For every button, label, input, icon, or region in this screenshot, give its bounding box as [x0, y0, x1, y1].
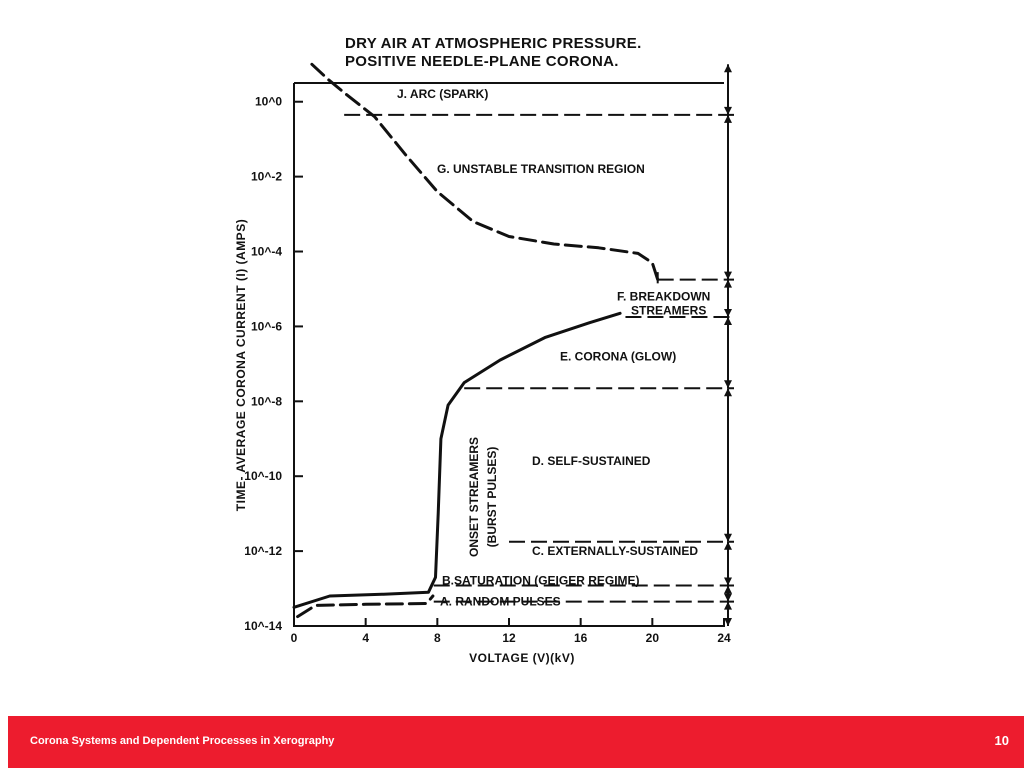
region-label: STREAMERS — [631, 303, 707, 318]
arrow-head-down — [724, 578, 732, 586]
y-tick-label: 10^0 — [254, 94, 282, 109]
y-tick-label: 10^-14 — [244, 619, 282, 633]
x-tick-label: 8 — [433, 631, 441, 645]
region-label: C. EXTERNALLY-SUSTAINED — [532, 544, 699, 559]
arrow-head-up — [724, 115, 732, 123]
footer-bar — [8, 716, 1024, 768]
arrow-head-up — [724, 317, 732, 325]
x-tick-label: 20 — [645, 631, 660, 645]
arrow-head-up — [724, 586, 732, 594]
x-tick-label: 12 — [502, 631, 516, 645]
y-tick-label: 10^-6 — [250, 319, 282, 334]
arrow-head-up — [724, 542, 732, 550]
y-axis-label: TIME- AVERAGE CORONA CURRENT (I) (AMPS) — [234, 218, 248, 512]
region-label: J. ARC (SPARK) — [397, 87, 489, 102]
page-number: 10 — [994, 733, 1009, 748]
region-label: E. CORONA (GLOW) — [560, 349, 677, 364]
footer-title: Corona Systems and Dependent Processes in Xerography — [30, 735, 335, 747]
y-tick-label: 10^-8 — [250, 394, 282, 409]
y-tick-label: 10^-10 — [244, 469, 282, 484]
x-tick-label: 4 — [362, 631, 370, 645]
region-label: D. SELF-SUSTAINED — [532, 454, 651, 469]
arrow-head-up — [724, 388, 732, 396]
arrow-head-down — [724, 380, 732, 388]
chart-title-line-1: DRY AIR AT ATMOSPHERIC PRESSURE. — [345, 35, 642, 52]
arrow-head-up — [724, 602, 732, 610]
y-tick-label: 10^-12 — [244, 544, 282, 559]
arrow-head-up — [724, 280, 732, 288]
arrow-head-up — [724, 64, 732, 72]
region-label: B.SATURATION (GEIGER REGIME) — [442, 573, 640, 588]
x-tick-label: 24 — [717, 631, 731, 645]
y-tick-label: 10^-2 — [250, 169, 282, 184]
arrow-head-down — [724, 272, 732, 280]
x-tick-label: 16 — [573, 631, 588, 645]
region-label: G. UNSTABLE TRANSITION REGION — [437, 162, 645, 177]
onset-streamers-label: ONSET STREAMERS — [467, 436, 481, 558]
region-labels — [397, 87, 710, 608]
arrow-head-down — [724, 309, 732, 317]
onset-streamers-label: (BURST PULSES) — [485, 446, 499, 548]
y-tick-label: 10^-4 — [250, 244, 282, 259]
chart-title-line-2: POSITIVE NEEDLE-PLANE CORONA. — [345, 53, 619, 70]
arrow-head-down — [724, 107, 732, 115]
arrow-head-down — [724, 534, 732, 542]
arrow-head-down — [724, 618, 732, 626]
x-tick-label: 0 — [290, 631, 298, 645]
region-label: A. RANDOM PULSES — [440, 594, 561, 609]
region-label: F. BREAKDOWN — [617, 289, 711, 304]
arrow-head-down — [724, 594, 732, 602]
x-axis-label: VOLTAGE (V)(kV) — [469, 651, 575, 665]
